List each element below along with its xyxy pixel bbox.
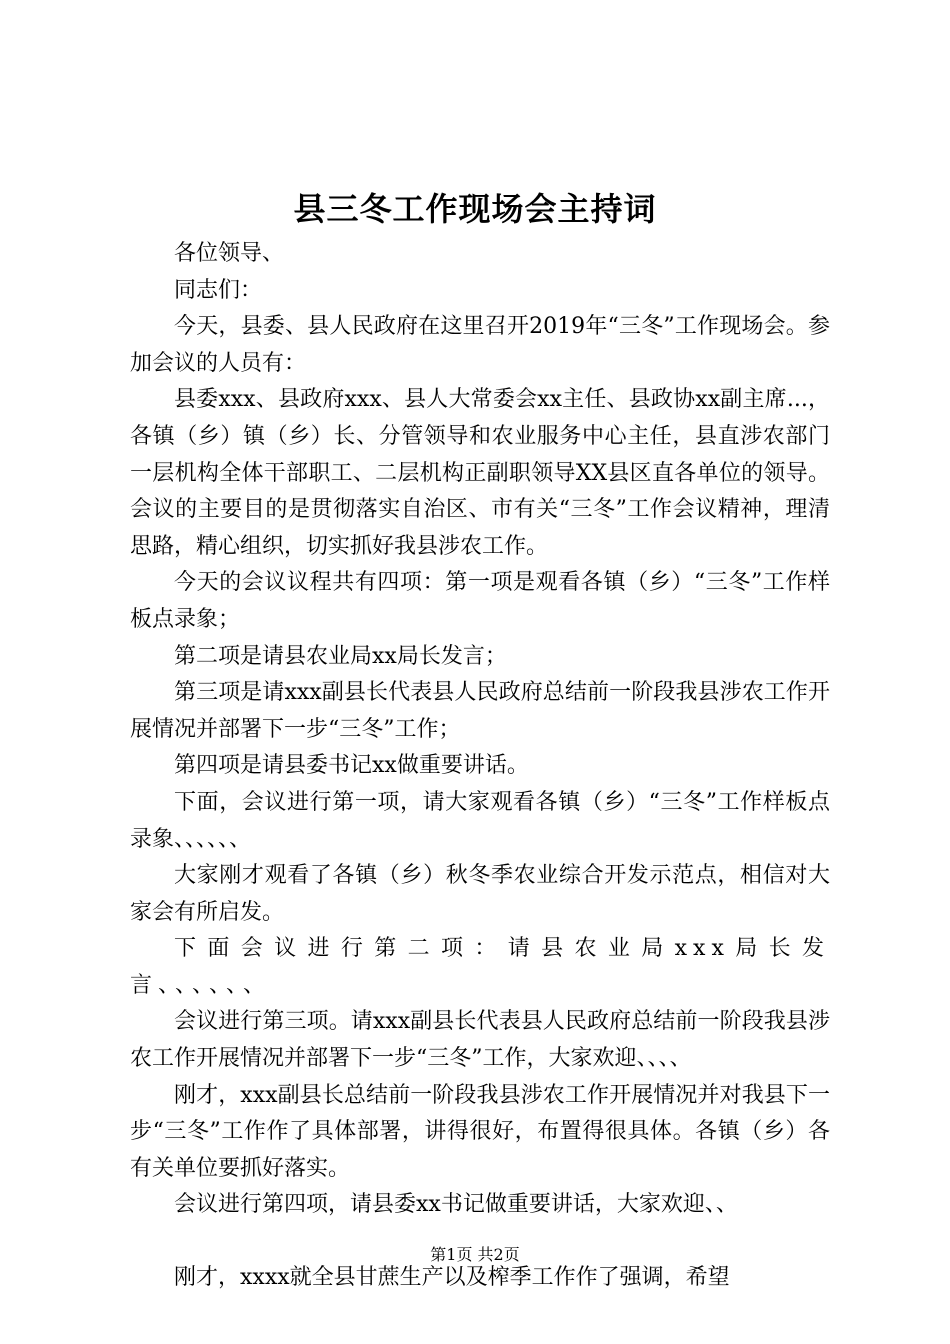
paragraph: 下面，会议进行第一项，请大家观看各镇（乡）“三冬”工作样板点录象、、、、、、 — [130, 789, 830, 852]
paragraph: 同志们： — [174, 277, 263, 303]
paragraph: 第三项是请xxx副县长代表县人民政府总结前一阶段我县涉农工作开展情况并部署下一步“三冬”工作； — [130, 680, 830, 742]
paragraph: 大家刚才观看了各镇（乡）秋冬季农业综合开发示范点，相信对大家会有所启发。 — [130, 863, 830, 925]
paragraph: 各位领导、 — [174, 241, 285, 266]
paragraph: 刚才，xxxx就全县甘蔗生产以及榨季工作作了强调，希望 — [174, 1265, 730, 1291]
paragraph: 会议进行第三项。请xxx副县长代表县人民政府总结前一阶段我县涉农工作开展情况并部署下一步“三冬”工作，大家欢迎、、、、 — [130, 1009, 830, 1072]
paragraph: 会议进行第四项，请县委xx书记做重要讲话，大家欢迎、、 — [174, 1192, 738, 1218]
paragraph: 第二项是请县农业局xx局长发言； — [174, 643, 507, 669]
paragraph: 今天的会议议程共有四项：第一项是观看各镇（乡）“三冬”工作样板点录象； — [130, 570, 830, 632]
paragraph: 刚才，xxx副县长总结前一阶段我县涉农工作开展情况并对我县下一步“三冬”工作作了具体部署，讲得很好，布置得很具体。各镇（乡）各有关单位要抓好落实。 — [130, 1082, 830, 1181]
page-title: 县三冬工作现场会主持词 — [293, 190, 657, 228]
paragraph: 今天，县委、县人民政府在这里召开2019年“三冬”工作现场会。参加会议的人员有： — [130, 314, 830, 376]
paragraph: 县委xxx、县政府xxx、县人大常委会xx主任、县政协xx副主席...，各镇（乡）镇（乡）长、分管领导和农业服务中心主任，县直涉农部门一层机构全体干部职工、二层机构正副职领导XX县区直各单位的领导。会议的主要目的是贯彻落实自治区、市有关“三冬”工作会议精神，理清思路，精心组织，切实抓好我县涉农工作。 — [130, 387, 830, 559]
paragraph: 第四项是请县委书记xx做重要讲话。 — [174, 753, 529, 779]
paragraph: 下面会议进行第二项：请县农业局xxx局长发言、、、、、、 — [130, 936, 830, 998]
page-footer: 第1页 共2页 — [430, 1245, 520, 1264]
document-body — [130, 236, 830, 1297]
